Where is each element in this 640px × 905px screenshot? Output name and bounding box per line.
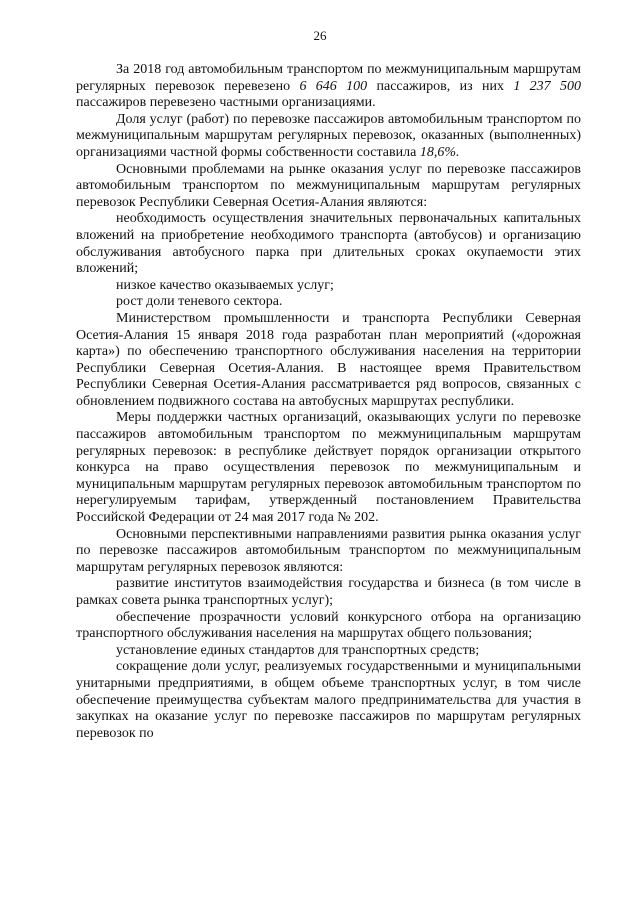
list-item-direction-reduce-state-share: сокращение доли услуг, реализуемых государственными и муниципальными унитарными предприятиями, в общем объеме транспортных услуг, в том числе обеспечение преимущества субъектам малого предпринимательства для участия в закупках на оказание услуг по перевозке пассажиров по маршрутам регулярных перевозок по	[76, 659, 581, 741]
list-item-problem-shadow-sector: рост доли теневого сектора.	[116, 294, 283, 310]
document-body	[76, 62, 581, 742]
paragraph-ministry-plan: Министерством промышленности и транспорта Республики Северная Осетия-Алания 15 января 2018 года разработан план мероприятий («дорожная карта») по обеспечению транспортного обслуживания населения на территории Республики Северная Осетия-Алания. В настоящее время Правительством Республики Северная Осетия-Алания рассматривается ряд вопросов, связанных с обновлением подвижного состава на автобусных маршрутах республики.	[76, 310, 581, 409]
passengers-total-value: 6 646 100	[299, 78, 368, 94]
paragraph-passenger-stats: За 2018 год автомобильным транспортом по межмуниципальным маршрутам регулярных перевозок перевезено 6 646 100 пассажиров, из них 1 237 500 пассажиров перевезено частными организациями.	[76, 62, 581, 111]
list-item-direction-institutions: развитие институтов взаимодействия государства и бизнеса (в том числе в рамках совета рынка транспортных услуг);	[76, 576, 581, 608]
page-number: 26	[313, 28, 327, 43]
paragraph-support-measures: Меры поддержки частных организаций, оказывающих услуги по перевозке пассажиров автомобильным транспортом по межмуниципальным маршрутам регулярных перевозок: в республике действует порядок организации открытого конкурса на право осуществления перевозок по межмуниципальным и муниципальным маршрутам регулярных перевозок автомобильным транспортом по нерегулируемым тарифам, утвержденный постановлением Правительства Российской Федерации от 24 мая 2017 года № 202.	[76, 410, 581, 526]
list-item-direction-standards: установление единых стандартов для транспортных средств;	[116, 642, 480, 658]
list-item-problem-investments: необходимость осуществления значительных первоначальных капитальных вложений на приобретение необходимого транспорта (автобусов) и организацию обслуживания автобусного парка при длительных сроках окупаемости этих вложений;	[76, 211, 581, 277]
passengers-private-value: 1 237 500	[513, 78, 581, 94]
paragraph-problems-intro: Основными проблемами на рынке оказания услуг по перевозке пассажиров автомобильным транспортом по межмуниципальным маршрутам регулярных перевозок Республики Северная Осетия-Алания являются:	[76, 161, 581, 210]
list-item-direction-transparency: обеспечение прозрачности условий конкурсного отбора на организацию транспортного обслуживания населения на маршрутах общего пользования;	[76, 609, 581, 642]
private-share-value: 18,6%.	[419, 144, 460, 160]
paragraph-development-directions: Основными перспективными направлениями развития рынка оказания услуг по перевозке пассажиров автомобильным транспортом по межмуниципальным маршрутам регулярных перевозок являются:	[76, 526, 581, 575]
paragraph-private-share: Доля услуг (работ) по перевозке пассажиров автомобильным транспортом по межмуниципальным маршрутам регулярных перевозок, оказанных (выполненных) организациями частной формы собственности составила 18,6%.	[76, 111, 581, 160]
list-item-problem-quality: низкое качество оказываемых услуг;	[116, 277, 334, 293]
